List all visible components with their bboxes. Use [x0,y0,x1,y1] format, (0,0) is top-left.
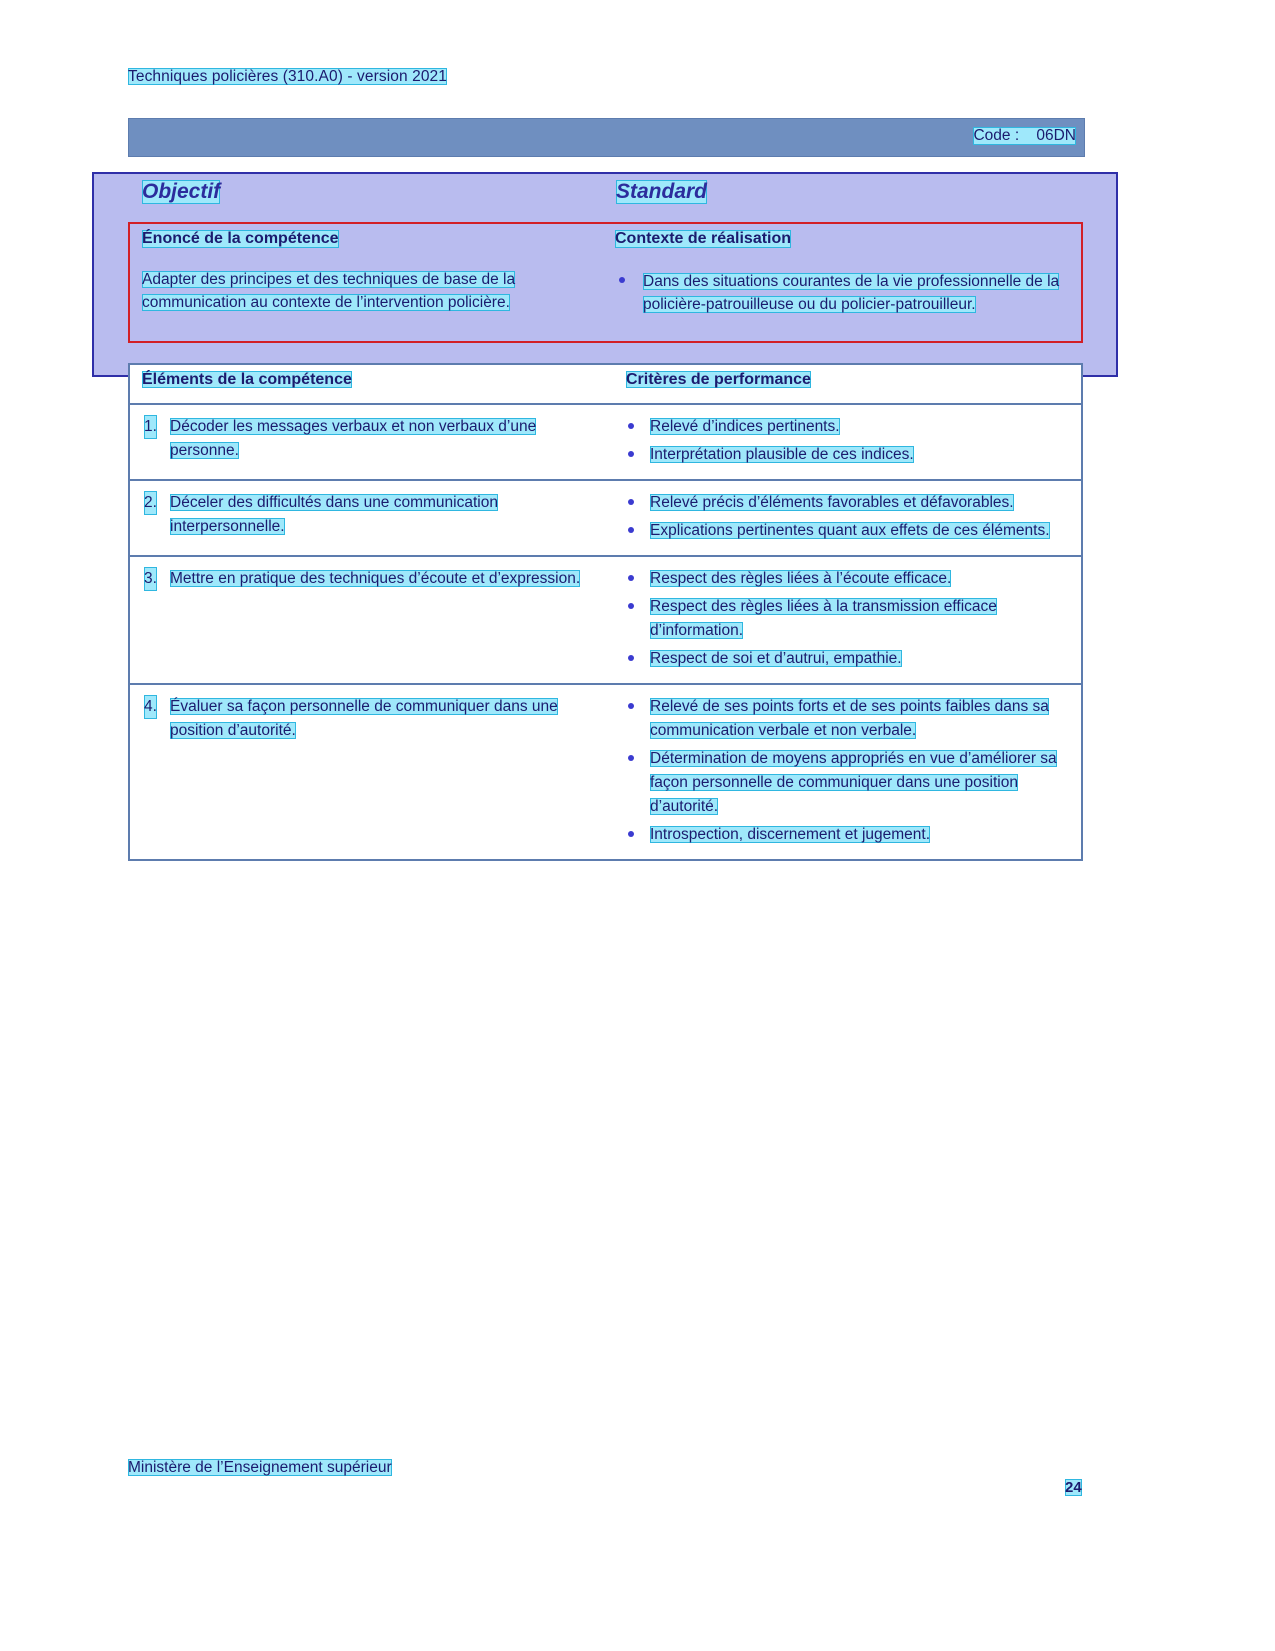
element-number: 1. [144,415,157,439]
criterion-item [620,415,1075,439]
element-number: 3. [144,567,157,591]
bullet-icon [628,603,634,609]
element-cell [130,405,614,479]
element-item [142,415,600,463]
element-number: 2. [144,491,157,515]
table-row [130,481,1081,557]
element-item [142,491,600,539]
criterion-item [620,823,1075,847]
grid-header-row [130,365,1081,405]
criteria-cell [614,481,1081,555]
bullet-icon [628,527,634,533]
table-row [130,557,1081,685]
criterion-item [620,443,1075,467]
table-row [130,685,1081,859]
document-header-line [128,68,447,86]
bullet-icon [628,423,634,429]
bullet-icon [619,277,625,283]
contexte-item-text: Dans des situations courantes de la vie professionnelle de la policière-patrouilleuse ou du policier-patrouilleur. [643,273,1060,313]
enonce-text: Adapter des principes et des techniques de base de la communication au contexte de l’intervention policière. [142,271,516,311]
criteria-cell [614,685,1081,859]
criterion-item [620,567,1075,591]
element-text: Évaluer sa façon personnelle de communiquer dans une position d’autorité. [170,698,558,739]
table-row [130,405,1081,481]
grid-header-left-text: Éléments de la compétence [142,371,352,388]
enonce-heading: Énoncé de la compétence [142,230,339,247]
criterion-item [620,519,1075,543]
program-title-text: Techniques policières (310.A0) - version 2021 [128,68,447,85]
element-text: Décoder les messages verbaux et non verbaux d’une personne. [170,418,537,459]
criterion-text: Introspection, discernement et jugement. [650,826,931,843]
competence-grid [128,363,1083,861]
criterion-text: Respect de soi et d’autrui, empathie. [650,650,902,667]
enonce-text-block [142,268,602,314]
criterion-text: Respect des règles liées à l’écoute efficace. [650,570,952,587]
criterion-text: Relevé de ses points forts et de ses points faibles dans sa communication verbale et non verbale. [650,698,1049,739]
bullet-icon [628,755,634,761]
competence-box [128,222,1083,343]
contexte-list [615,270,1065,316]
bullet-icon [628,655,634,661]
criterion-item [620,695,1075,743]
code-bar [128,118,1085,157]
criterion-item [620,491,1075,515]
criterion-item [620,647,1075,671]
criteria-cell [614,557,1081,683]
bullet-icon [628,831,634,837]
footer-ministry [128,1459,392,1477]
bullet-icon [628,499,634,505]
criterion-item [620,747,1075,819]
element-item [142,567,600,591]
contexte-heading: Contexte de réalisation [615,230,792,247]
element-cell [130,481,614,555]
bullet-icon [628,575,634,581]
element-cell [130,557,614,683]
criterion-text: Explications pertinentes quant aux effets de ces éléments. [650,522,1050,539]
bullet-icon [628,451,634,457]
objectif-title: Objectif [142,180,221,203]
criterion-text: Détermination de moyens appropriés en vue d’améliorer sa façon personnelle de communiquer dans une position d’autorité. [650,750,1057,815]
criterion-item [620,595,1075,643]
element-item [142,695,600,743]
contexte-item [615,270,1065,316]
criterion-text: Interprétation plausible de ces indices. [650,446,914,463]
page-number-text: 24 [1065,1479,1082,1496]
element-text: Déceler des difficultés dans une communication interpersonnelle. [170,494,498,535]
criterion-text: Relevé d’indices pertinents. [650,418,840,435]
footer-ministry-text: Ministère de l’Enseignement supérieur [128,1459,392,1476]
criteria-cell [614,405,1081,479]
element-cell [130,685,614,859]
criterion-text: Respect des règles liées à la transmission efficace d’information. [650,598,997,639]
element-text: Mettre en pratique des techniques d’écoute et d’expression. [170,570,581,587]
grid-header-right-text: Critères de performance [625,371,811,388]
grid-header-left [130,365,614,403]
bullet-icon [628,703,634,709]
grid-header-right [614,365,1081,403]
competence-code: Code : 06DN [973,127,1076,144]
criterion-text: Relevé précis d’éléments favorables et défavorables. [650,494,1014,511]
standard-title: Standard [616,180,708,203]
page-number [1065,1479,1082,1496]
element-number: 4. [144,695,157,719]
